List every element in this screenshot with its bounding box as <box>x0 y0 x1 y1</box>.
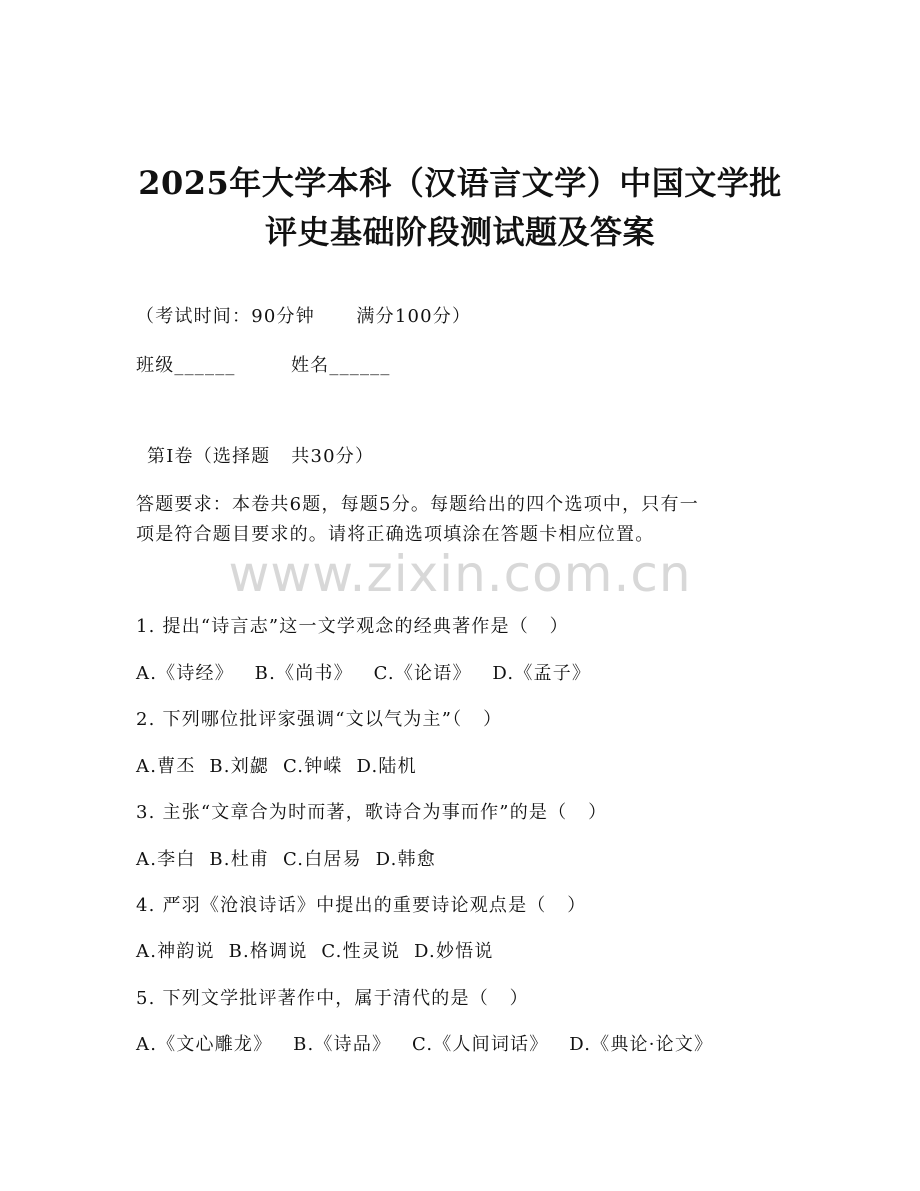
watermark: www.zixin.com.cn <box>228 545 692 603</box>
instructions-line-1: 答题要求：本卷共6题，每题5分。每题给出的四个选项中，只有一 <box>136 494 699 515</box>
question-1-options: A.《诗经》 B.《尚书》 C.《论语》 D.《孟子》 <box>136 663 592 684</box>
question-5-stem: 5. 下列文学批评著作中，属于清代的是（ ） <box>136 988 529 1009</box>
document-title-line-2: 评史基础阶段测试题及答案 <box>264 213 655 251</box>
question-2-options: A.曹丕 B.刘勰 C.钟嵘 D.陆机 <box>136 756 417 777</box>
question-1-stem: 1. 提出“诗言志”这一文学观念的经典著作是（ ） <box>136 616 569 637</box>
class-name-line: 班级______ 姓名______ <box>136 355 391 376</box>
question-4-options: A.神韵说 B.格调说 C.性灵说 D.妙悟说 <box>136 941 494 962</box>
question-5-options: A.《文心雕龙》 B.《诗品》 C.《人间词话》 D.《典论·论文》 <box>136 1034 714 1055</box>
question-3-options: A.李白 B.杜甫 C.白居易 D.韩愈 <box>136 849 436 870</box>
question-2-stem: 2. 下列哪位批评家强调“文以气为主”（ ） <box>136 709 503 730</box>
question-4-stem: 4. 严羽《沧浪诗话》中提出的重要诗论观点是（ ） <box>136 895 587 916</box>
exam-info: （考试时间：90分钟 满分100分） <box>136 306 472 327</box>
document-title-line-1: 2025年大学本科（汉语言文学）中国文学批 <box>138 164 782 202</box>
section-title: 第Ⅰ卷（选择题 共30分） <box>147 446 375 467</box>
question-3-stem: 3. 主张“文章合为时而著，歌诗合为事而作”的是（ ） <box>136 802 608 823</box>
instructions-line-2: 项是符合题目要求的。请将正确选项填涂在答题卡相应位置。 <box>136 524 655 545</box>
